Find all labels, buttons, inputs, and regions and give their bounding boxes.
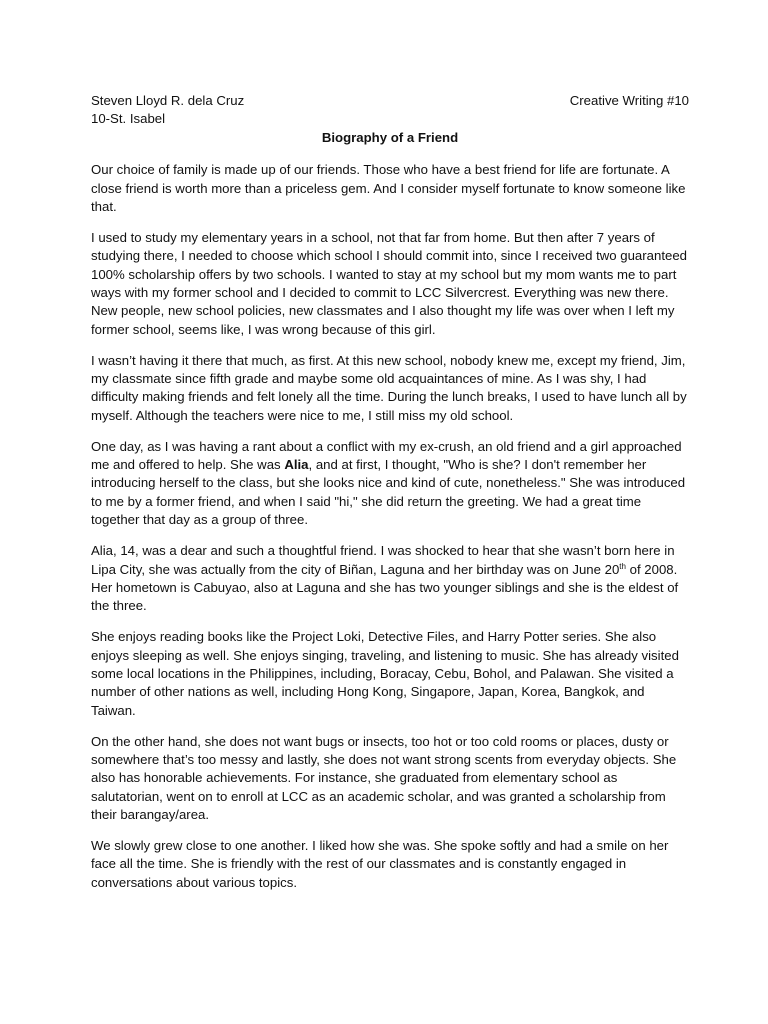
paragraph-8: We slowly grew close to one another. I liked how she was. She spoke softly and had a smile on her face all the time. She is friendly with the rest of our classmates and is constantly engaged in conversations about various topics. xyxy=(91,837,669,890)
paragraph-3: I wasn’t having it there that much, as first. At this new school, nobody knew me, except my friend, Jim, my classmate since fifth grade and maybe some old acquaintances of mine. As I was shy, I had difficulty making friends and felt lonely all the time. During the lunch breaks, I used to have lunch all by myself. Although the teachers were nice to me, I still miss my old school. xyxy=(91,352,687,423)
paragraph-5 xyxy=(91,542,689,616)
assignment-label: Creative Writing #10 xyxy=(569,93,689,108)
author-name: Steven Lloyd R. dela Cruz xyxy=(91,93,245,108)
document-page xyxy=(91,92,689,905)
document-header xyxy=(91,92,689,110)
paragraph-2: I used to study my elementary years in a school, not that far from home. But then after 7 years of studying there, I needed to choose which school I should commit into, since I received two guaranteed 100% scholarship offers by two schools. I wanted to stay at my school but my mom wants me to part ways with my former school and I decided to commit to LCC Silvercrest. Everything was new there. New people, new school policies, new classmates and I also thought my life was over when I left my former school, seems like, I was wrong because of this girl. xyxy=(91,229,687,337)
paragraph-5-start: Alia, 14, was a dear and such a thoughtful friend. I was shocked to hear that she wasn’t born here in Lipa City, she was actually from the city of Biñan, Laguna and her birthday was on June 20 xyxy=(91,543,675,577)
document-title: Biography of a Friend xyxy=(321,129,459,145)
paragraph-4 xyxy=(91,438,689,530)
paragraph-7: On the other hand, she does not want bugs or insects, too hot or too cold rooms or places, dusty or somewhere that’s too messy and lastly, she does not want strong scents from everyday objects. She also has honorable achievements. For instance, she graduated from elementary school as salutatorian, went on to enroll at LCC as an academic scholar, and was granted a scholarship from their barangay/area. xyxy=(91,733,677,823)
section-label: 10-St. Isabel xyxy=(91,111,166,127)
paragraph-4-start: One day, as I was having a rant about a conflict with my ex-crush, an old friend and a girl approached me and offered to help. She was xyxy=(91,438,682,473)
paragraph-1: Our choice of family is made up of our friends. Those who have a best friend for life are fortunate. A close friend is worth more than a priceless gem. And I consider myself fortunate to know someone like that. xyxy=(91,162,686,215)
paragraph-5-end: of 2008. Her hometown is Cabuyao, also at Laguna and she has two younger siblings and she is the eldest of the three. xyxy=(91,561,679,614)
paragraph-4-end: , and at first, I thought, "Who is she? I don't remember her introducing herself to the class, but she looks nice and kind of cute, nonetheless." She was introduced to me by a former friend, and when I said "hi," she did return the greeting. We had a great time together that day as a group of three. xyxy=(91,457,686,528)
friend-name: Alia xyxy=(284,457,309,473)
ordinal-suffix: th xyxy=(619,561,626,571)
paragraph-6: She enjoys reading books like the Project Loki, Detective Files, and Harry Potter series. She also enjoys sleeping as well. She enjoys singing, traveling, and listening to music. She has already visited some local locations in the Philippines, including, Boracay, Cebu, Bohol, and Palawan. She visited a number of other nations as well, including Hong Kong, Singapore, Japan, Korea, Bangkok, and Taiwan. xyxy=(91,629,679,718)
